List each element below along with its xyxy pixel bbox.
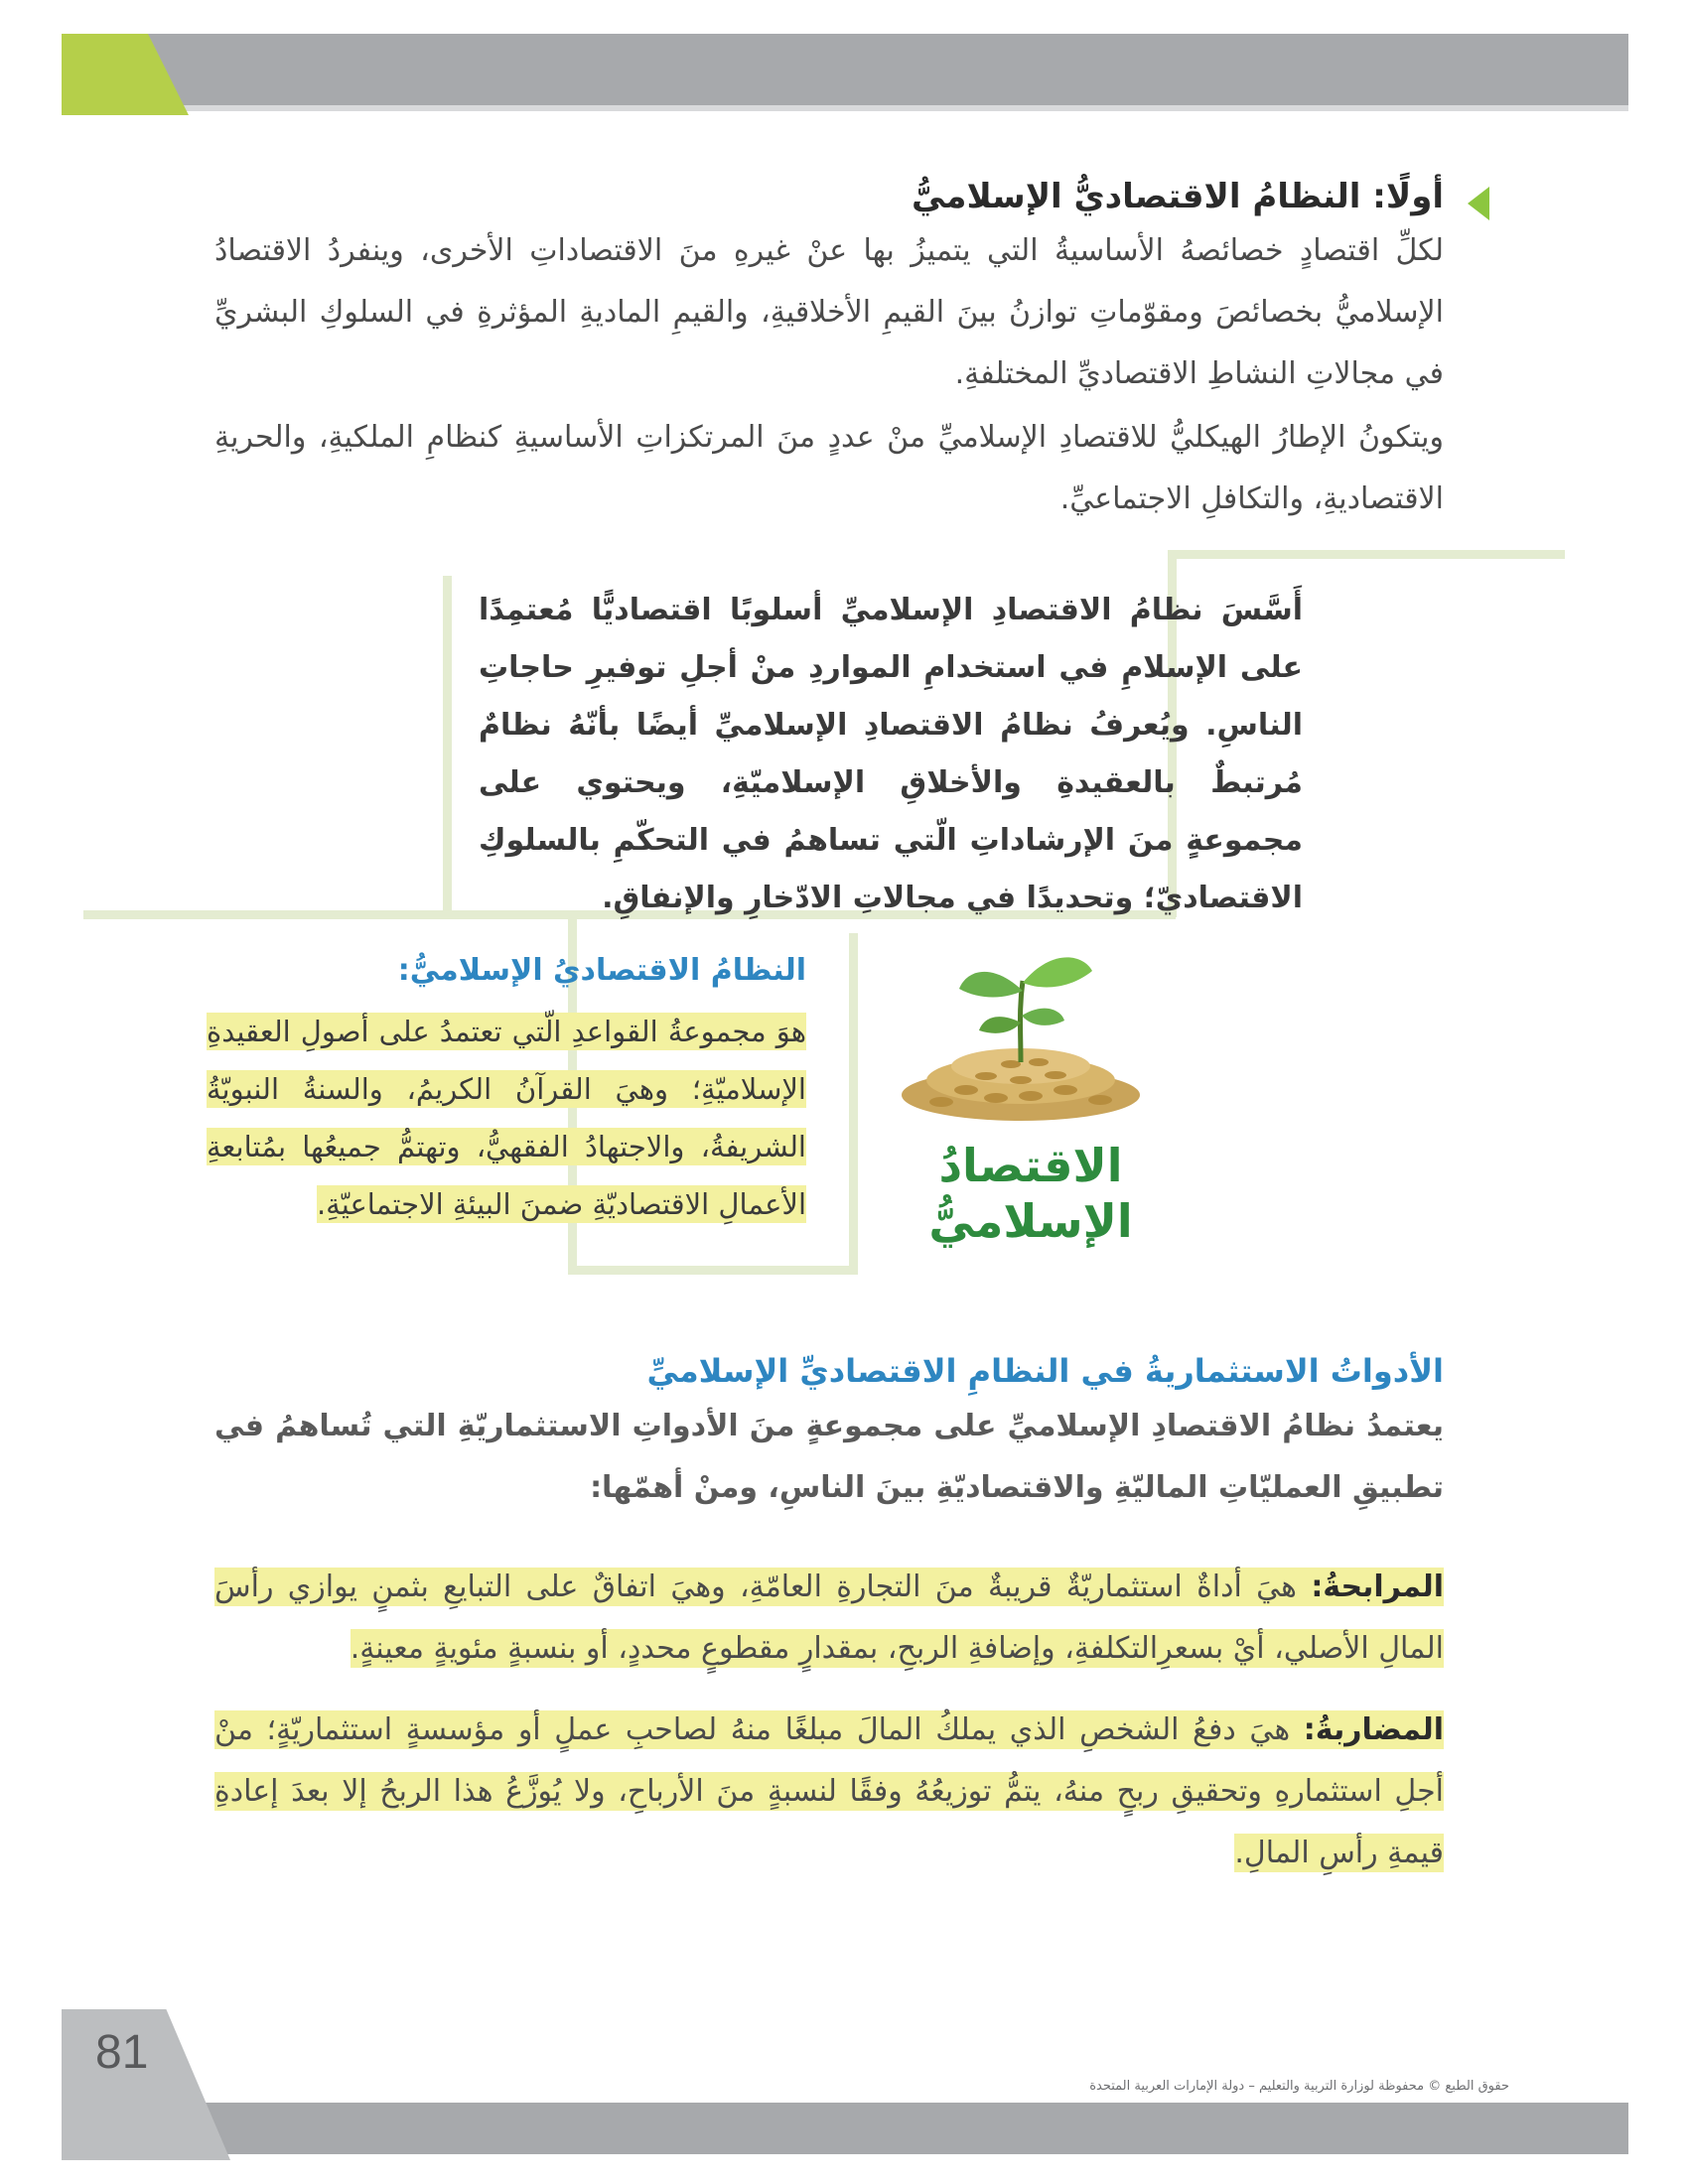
definition-title: النظامُ الاقتصاديُ الإسلاميُّ: xyxy=(397,953,806,988)
copyright-notice: حقوق الطبع © محفوظة لوزارة التربية والتعليم – دولة الإمارات العربية المتحدة xyxy=(1089,2079,1509,2094)
definition-highlighted-text: هوَ مجموعةُ القواعدِ الّتي تعتمدُ على أصولِ العقيدةِ الإسلاميّةِ؛ وهيَ القرآنُ الكريمُ، والسنةُ النبويّةُ الشريفةُ، والاجتهادُ الفقهيُّ، وتهتمُّ جميعُها بمُتابعةِ الأعمالِ الاقتصاديّةِ ضمنَ البيئةِ الاجتماعيّةِ. xyxy=(207,1015,806,1221)
logo-line-2: الإسلاميُّ xyxy=(928,1194,1133,1248)
page-number: 81 xyxy=(95,2026,149,2079)
section-paragraph-2: ويتكونُ الإطارُ الهيكليُّ للاقتصادِ الإسلاميِّ منْ عددٍ منَ المرتكزاتِ الأساسيةِ كنظامِ الملكيةِ، والحريةِ الاقتصاديةِ، والتكافلِ الاجتماعيِّ. xyxy=(214,420,1444,516)
logo-title xyxy=(882,1138,1180,1249)
logo-line-1: الاقتصادُ xyxy=(938,1139,1123,1192)
list-item-text: هيَ أداةٌ استثماريّةٌ قريبةٌ منَ التجارةِ العامّةِ، وهيَ اتفاقٌ على التبايعِ بثمنٍ يوازي رأسَ المالِ الأصلي، أيْ بسعرِالتكلفةِ، وإضافةِ الربحِ، بمقدارٍ مقطوعٍ محددٍ، أو بنسبةٍ مئويةٍ معينةٍ. xyxy=(214,1570,1444,1666)
section-title: أولًا: النظامُ الاقتصاديُّ الإسلاميُّ xyxy=(912,177,1444,216)
callout-text: أَسَّسَ نظامُ الاقتصادِ الإسلاميِّ أسلوبًا اقتصاديًّا مُعتمِدًا على الإسلامِ في استخدامِ المواردِ منْ أجلِ توفيرِ حاجاتِ الناسِ. ويُعرفُ نظامُ الاقتصادِ الإسلاميِّ أيضًا بأنّهُ نظامٌ مُرتبطٌ بالعقيدةِ والأخلاقِ الإسلاميّةِ، ويحتوي على مجموعةٍ منَ الإرشاداتِ الّتي تساهمُ في التحكّمِ بالسلوكِ الاقتصاديّ؛ وتحديدًا في مجالاتِ الادّخارِ والإنفاقِ. xyxy=(479,593,1303,915)
frame-line xyxy=(568,1266,858,1275)
frame-line xyxy=(849,933,858,1271)
header-shadow-strip xyxy=(62,105,1628,111)
definition-body xyxy=(207,1003,806,1233)
list-item-term: المضاربةُ: xyxy=(1303,1712,1444,1747)
subsection-intro: يعتمدُ نظامُ الاقتصادِ الإسلاميِّ على مجموعةٍ منَ الأدواتِ الاستثماريّةِ التي تُساهمُ في تطبيقِ العمليّاتِ الماليّةِ والاقتصاديّةِ بينَ الناسِ، ومنْ أهمّها: xyxy=(214,1409,1444,1505)
list-item xyxy=(214,1700,1444,1884)
section-paragraph-1: لكلِّ اقتصادٍ خصائصهُ الأساسيةُ التي يتميزُ بها عنْ غيرهِ منَ الاقتصاداتِ الأخرى، وينفردُ الاقتصادُ الإسلاميُّ بخصائصَ ومقوّماتِ توازنُ بينَ القيمِ الأخلاقيةِ، والقيمِ الماديةِ المؤثرةِ في السلوكِ البشريِّ في مجالاتِ النشاطِ الاقتصاديِّ المختلفةِ. xyxy=(214,233,1444,391)
header-band xyxy=(62,34,1628,105)
footer-band xyxy=(62,2103,1628,2154)
list-item xyxy=(214,1557,1444,1680)
subsection-title: الأدواتُ الاستثماريةُ في النظامِ الاقتصاديِّ الإسلاميِّ xyxy=(646,1352,1444,1390)
list-item-term: المرابحةُ: xyxy=(1311,1570,1444,1604)
frame-line xyxy=(1172,550,1565,559)
frame-line xyxy=(443,576,452,918)
list-item-text: هيَ دفعُ الشخصِ الذي يملكُ المالَ مبلغًا منهُ لصاحبِ عملٍ أو مؤسسةٍ استثماريّةٍ؛ منْ أجلِ استثمارهِ وتحقيقِ ربحٍ منهُ، يتمُّ توزيعُهُ وفقًا لنسبةٍ منَ الأرباحِ، ولا يُوزَّعُ هذا الربحُ إلا بعدَ إعادةِ قيمةِ رأسِ المالِ. xyxy=(214,1712,1444,1870)
triangle-bullet-icon xyxy=(1468,187,1489,220)
plant-coins-icon xyxy=(872,931,1170,1130)
